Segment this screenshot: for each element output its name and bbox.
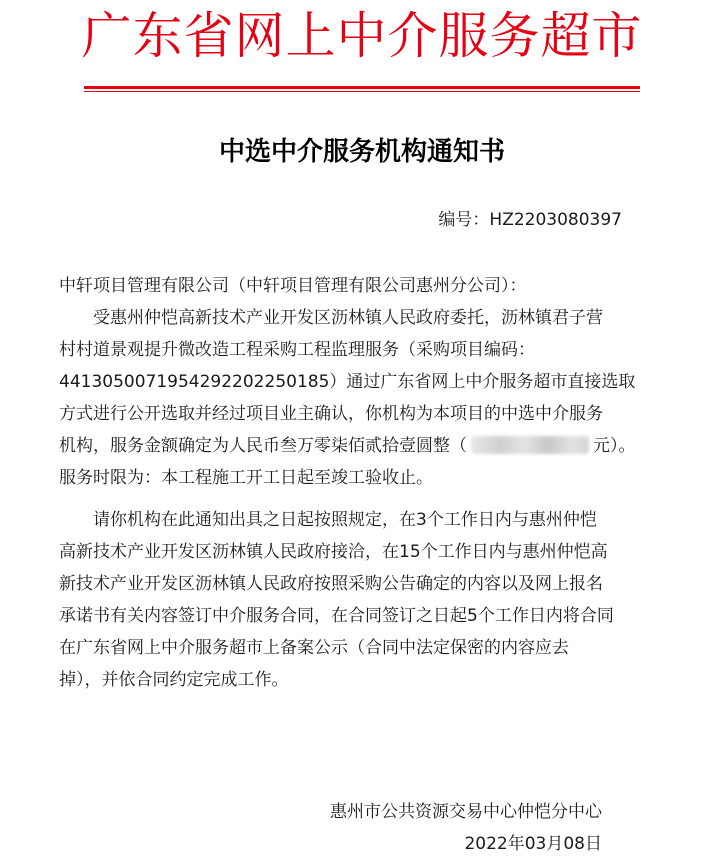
paragraph2-line: 新技术产业开发区沥林镇人民政府按照采购公告确定的内容以及网上报名 (59, 574, 603, 594)
paragraph1-line: 受惠州仲恺高新技术产业开发区沥林镇人民政府委托，沥林镇君子营 (93, 308, 603, 328)
issue-date: 2022年03月08日 (464, 834, 602, 854)
addressee: 中轩项目管理有限公司（中轩项目管理有限公司惠州分公司）： (59, 276, 527, 296)
signature-block (282, 796, 602, 860)
paragraph-spacer (59, 494, 657, 504)
paragraph2-line: 承诺书有关内容签订中介服务合同，在合同签订之日起5个工作日内将合同 (59, 606, 614, 626)
redacted-amount (471, 436, 589, 454)
notice-body (59, 270, 657, 696)
masthead-rule-thin (84, 91, 640, 92)
masthead-rule-thick (84, 86, 640, 89)
amount-unit-text: 元）。 (593, 436, 636, 456)
paragraph2-line: 高新技术产业开发区沥林镇人民政府接洽，在15个工作日内与惠州仲恺高 (59, 542, 608, 562)
paragraph1-line: 方式进行公开选取并经过项目业主确认，你机构为本项目的中选中介服务 (59, 404, 603, 424)
amount-text: 机构，服务金额确定为人民币叁万零柒佰贰拾壹圆整（ (59, 436, 467, 456)
paragraph1-line: 村村道景观提升微改造工程采购工程监理服务（采购项目编码： (59, 340, 535, 360)
paragraph1-line: 4413050071954292202250185）通过广东省网上中介服务超市直接选取 (59, 372, 636, 392)
service-period: 服务时限为：本工程施工开工日起至竣工验收止。 (59, 468, 433, 488)
masthead-title: 广东省网上中介服务超市 (81, 7, 643, 65)
issuer-name: 惠州市公共资源交易中心仲恺分中心 (330, 802, 602, 822)
serial-number: 编号：HZ2203080397 (438, 210, 622, 230)
paragraph2-line: 在广东省网上中介服务超市上备案公示（合同中法定保密的内容应去 (59, 638, 569, 658)
document-title: 中选中介服务机构通知书 (218, 137, 505, 167)
paragraph2-line: 请你机构在此通知出具之日起按照规定，在3个工作日内与惠州仲恺 (93, 510, 597, 530)
paragraph2-line: 掉），并依合同约定完成工作。 (59, 670, 289, 690)
paragraph1-line-amount (59, 430, 657, 462)
